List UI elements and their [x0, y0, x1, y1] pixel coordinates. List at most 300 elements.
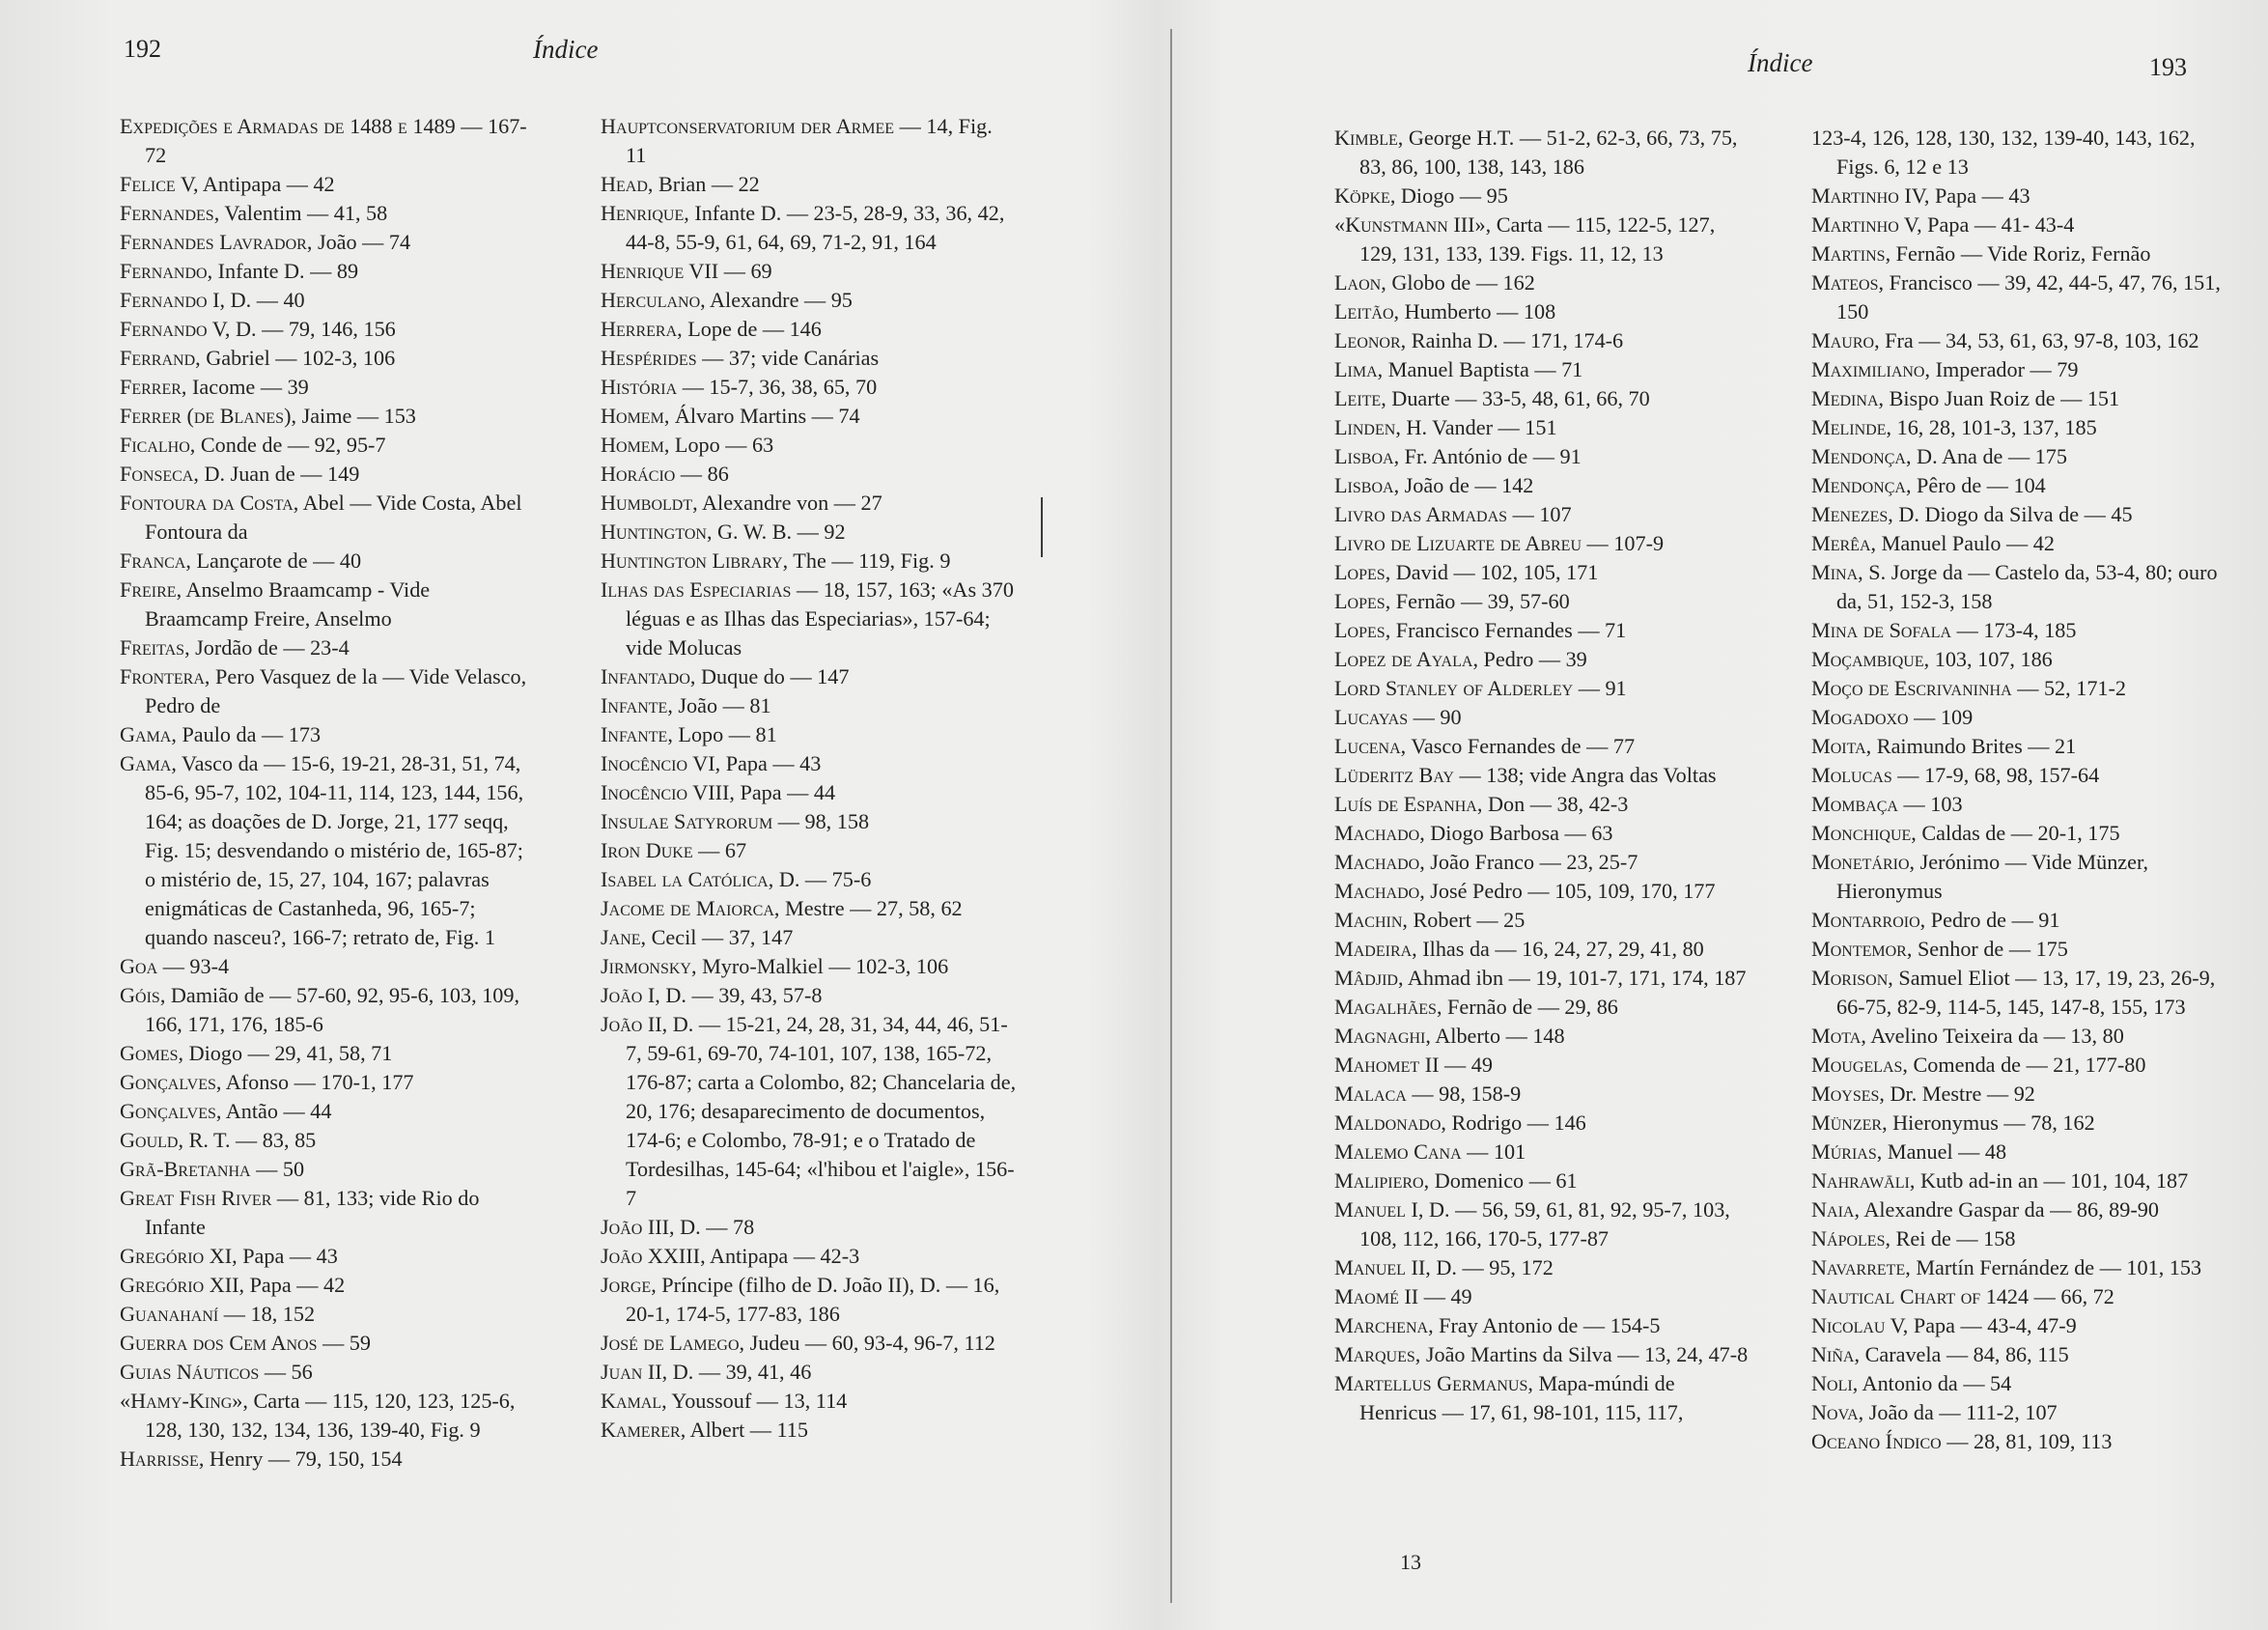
entry-references: — 98, 158-9: [1406, 1082, 1522, 1106]
entry-heading: Malemo Cana: [1334, 1139, 1462, 1164]
entry-heading: Isabel la Católica: [601, 867, 769, 891]
index-entry: [120, 431, 537, 460]
entry-references: — 67: [692, 838, 747, 862]
entry-heading: Herrera: [601, 317, 678, 341]
entry-references: , 16, 28, 101-3, 137, 185: [1886, 415, 2097, 439]
entry-references: , Humberto — 108: [1393, 299, 1556, 323]
index-entry: [1811, 906, 2230, 935]
entry-references: , Domenico — 61: [1423, 1168, 1578, 1193]
index-entry: [120, 1271, 537, 1300]
index-entry: [1811, 211, 2230, 239]
entry-references: — 93-4: [157, 954, 230, 978]
entry-references: , D. Ana de — 175: [1905, 444, 2067, 468]
entry-references: , Lope de — 146: [677, 317, 822, 341]
index-entry: [1811, 1138, 2230, 1166]
entry-heading: Freitas: [120, 635, 185, 660]
entry-heading: Guias Náuticos: [120, 1360, 260, 1384]
index-entry: [1334, 616, 1751, 645]
entry-references: , Don — 38, 42-3: [1476, 792, 1629, 816]
entry-references: , Diogo Barbosa — 63: [1419, 821, 1613, 845]
entry-references: VIII, Papa — 44: [687, 780, 836, 804]
index-entry: [1811, 1080, 2230, 1109]
entry-heading: Lopes: [1334, 618, 1386, 642]
entry-heading: Mombaça: [1811, 792, 1898, 816]
entry-heading: Huntington: [601, 520, 707, 544]
entry-heading: Nautical Chart of 1424: [1811, 1284, 2030, 1308]
left-page-header: Índice: [533, 35, 599, 64]
entry-references: , José Pedro — 105, 109, 170, 177: [1419, 879, 1716, 903]
index-entry: [1334, 500, 1751, 529]
index-entry: [1811, 239, 2230, 268]
index-entry: [120, 981, 537, 1039]
entry-references: I, D. — 39, 43, 57-8: [642, 983, 823, 1007]
entry-heading: Moço de Escrivaninha: [1811, 676, 2012, 700]
index-entry: [601, 1213, 1018, 1242]
index-entry: [601, 460, 1018, 489]
entry-references: — 138; vide Angra das Voltas: [1453, 763, 1717, 787]
entry-heading: Nahrawāli: [1811, 1168, 1910, 1193]
index-entry: [601, 373, 1018, 402]
entry-heading: João: [601, 1012, 643, 1036]
index-entry: [1811, 1282, 2230, 1311]
entry-references: II — 49: [1398, 1284, 1472, 1308]
entry-references: , Rei de — 158: [1885, 1226, 2016, 1251]
entry-references: , Rodrigo — 146: [1441, 1110, 1586, 1135]
entry-heading: Goa: [120, 954, 158, 978]
entry-heading: Merêa: [1811, 531, 1871, 555]
entry-references: , Duque do — 147: [689, 664, 850, 689]
entry-heading: Gonçalves: [120, 1099, 216, 1123]
entry-heading: José de Lamego: [601, 1331, 740, 1355]
entry-heading: Martinho: [1811, 183, 1899, 208]
index-entry: [601, 199, 1018, 257]
entry-references: , Dr. Mestre — 92: [1879, 1082, 2035, 1106]
entry-heading: Navarrete: [1811, 1255, 1906, 1279]
entry-heading: Inocêncio: [601, 780, 688, 804]
entry-references: — 81, 133; vide Rio do Infante: [145, 1186, 480, 1239]
entry-heading: Ficalho: [120, 433, 190, 457]
entry-references: II — 49: [1419, 1053, 1493, 1077]
index-entry: [601, 1271, 1018, 1329]
index-entry: [120, 1097, 537, 1126]
index-entry: [1811, 964, 2230, 1022]
index-entry: [601, 1387, 1018, 1416]
entry-heading: Martins: [1811, 241, 1886, 266]
entry-heading: Ferrer (de Blanes): [120, 404, 292, 428]
entry-heading: Fernando: [120, 317, 208, 341]
index-entry: [1811, 1253, 2230, 1282]
index-entry: [120, 315, 537, 344]
entry-heading: Naia: [1811, 1197, 1855, 1222]
entry-references: , Imperador — 79: [1924, 357, 2079, 381]
entry-references: , Alberto — 148: [1425, 1024, 1565, 1048]
index-entry: [601, 112, 1018, 170]
entry-references: , Francisco Fernandes — 71: [1385, 618, 1627, 642]
index-entry: [1334, 268, 1751, 297]
index-entry: [120, 1039, 537, 1068]
entry-heading: Mateos: [1811, 270, 1879, 295]
entry-heading: João: [601, 1215, 643, 1239]
index-entry: [601, 402, 1018, 431]
entry-references: , Iacome — 39: [181, 375, 309, 399]
entry-heading: Lucayas: [1334, 705, 1409, 729]
entry-references: , Lopo — 63: [663, 433, 774, 457]
index-entry: [601, 257, 1018, 286]
entry-references: , Jordão de — 23-4: [184, 635, 350, 660]
entry-references: , Globo de — 162: [1381, 270, 1535, 295]
entry-heading: «Kunstmann III»: [1334, 212, 1486, 237]
book-gutter: [1170, 29, 1172, 1603]
entry-heading: Hauptconservatorium der Armee: [601, 114, 895, 138]
entry-heading: Livro das Armadas: [1334, 502, 1508, 526]
index-entry: [120, 489, 537, 547]
index-entry: [1811, 1369, 2230, 1398]
entry-heading: Iron Duke: [601, 838, 693, 862]
entry-references: V, Papa — 43-4, 47-9: [1885, 1313, 2077, 1337]
entry-references: , Diogo — 29, 41, 58, 71: [178, 1041, 393, 1065]
entry-heading: Harrisse: [120, 1447, 199, 1471]
entry-heading: Monchique: [1811, 821, 1912, 845]
entry-heading: Góis: [120, 983, 160, 1007]
entry-heading: Marchena: [1334, 1313, 1429, 1337]
entry-heading: Moita: [1811, 734, 1866, 758]
index-entry: [1334, 413, 1751, 442]
entry-heading: Monetário: [1811, 850, 1910, 874]
index-entry: [1334, 1195, 1751, 1253]
entry-references: — 59: [317, 1331, 371, 1355]
index-entry: [601, 576, 1018, 662]
entry-heading: Menezes: [1811, 502, 1889, 526]
entry-references: , Myro-Malkiel — 102-3, 106: [690, 954, 949, 978]
entry-references: , Damião de — 57-60, 92, 95-6, 103, 109, 166, 171, 176, 185-6: [145, 983, 520, 1036]
right-page-header: Índice: [1748, 48, 1813, 77]
entry-references: , Mestre — 27, 58, 62: [773, 896, 963, 920]
index-entry: [1334, 1080, 1751, 1109]
index-entry: [120, 952, 537, 981]
left-column-2: [601, 112, 1018, 1445]
entry-references: — 52, 171-2: [2011, 676, 2126, 700]
entry-heading: Infante: [601, 722, 668, 746]
right-column-2: [1811, 124, 2230, 1456]
entry-references: V, Antipapa — 42: [175, 172, 335, 196]
index-entry: [1334, 1311, 1751, 1340]
entry-heading: Maldonado: [1334, 1110, 1442, 1135]
index-entry: [601, 1358, 1018, 1387]
index-entry: [1811, 1051, 2230, 1080]
entry-heading: Gonçalves: [120, 1070, 216, 1094]
entry-heading: Ilhas das Especiarias: [601, 577, 792, 602]
entry-heading: Medina: [1811, 386, 1879, 410]
entry-references: , Alexandre von — 27: [692, 491, 882, 515]
entry-heading: Gould: [120, 1128, 179, 1152]
entry-heading: Lopes: [1334, 560, 1386, 584]
index-entry: [120, 1068, 537, 1097]
index-entry: [1811, 1109, 2230, 1138]
index-entry: [601, 952, 1018, 981]
index-entry: [1811, 529, 2230, 558]
index-entry: [1334, 935, 1751, 964]
entry-references: , Fernão — 39, 57-60: [1385, 589, 1570, 613]
entry-references: , Infante D. — 89: [207, 259, 359, 283]
entry-references: , Diogo — 95: [1389, 183, 1508, 208]
entry-heading: Jacome de Maiorca: [601, 896, 774, 920]
entry-heading: Múrias: [1811, 1139, 1877, 1164]
index-entry: [1811, 124, 2230, 182]
entry-references: I, D. — 56, 59, 61, 81, 92, 95-7, 103, 108, 112, 166, 170-5, 177-87: [1359, 1197, 1730, 1251]
index-entry: [601, 778, 1018, 807]
entry-heading: Henrique: [601, 259, 685, 283]
entry-references: , Fra — 34, 53, 61, 63, 97-8, 103, 162: [1874, 328, 2199, 352]
entry-references: , Pêro de — 104: [1905, 473, 2046, 497]
entry-references: XII, Papa — 42: [204, 1273, 346, 1297]
entry-heading: Nova: [1811, 1400, 1859, 1424]
entry-heading: Leite: [1334, 386, 1382, 410]
index-entry: [1811, 1195, 2230, 1224]
entry-references: , Fray Antonio de — 154-5: [1428, 1313, 1661, 1337]
entry-references: , Alexandre — 95: [700, 288, 853, 312]
entry-heading: Lisboa: [1334, 444, 1394, 468]
index-entry: [1334, 819, 1751, 848]
entry-heading: Montarroio: [1811, 908, 1920, 932]
entry-references: , Fernão — Vide Roriz, Fernão: [1885, 241, 2151, 266]
entry-heading: Leonor: [1334, 328, 1401, 352]
index-entry: [1811, 1022, 2230, 1051]
entry-heading: Mougelas: [1811, 1053, 1903, 1077]
entry-heading: «Hamy-King»: [120, 1389, 243, 1413]
entry-references: , Raimundo Brites — 21: [1865, 734, 2077, 758]
entry-references: , Robert — 25: [1402, 908, 1526, 932]
entry-references: , Abel — Vide Costa, Abel Fontoura da: [145, 491, 522, 544]
entry-references: , João Franco — 23, 25-7: [1419, 850, 1638, 874]
index-entry: [120, 1445, 537, 1474]
entry-references: , João — 81: [667, 693, 771, 717]
index-entry: [601, 431, 1018, 460]
entry-references: — 86: [675, 462, 729, 486]
entry-references: , Gabriel — 102-3, 106: [195, 346, 396, 370]
entry-references: , Kutb ad-in an — 101, 104, 187: [1909, 1168, 2189, 1193]
index-entry: [120, 1126, 537, 1155]
index-entry: [1334, 964, 1751, 993]
entry-references: , Senhor de — 175: [1906, 937, 2068, 961]
index-entry: [1811, 935, 2230, 964]
entry-references: — 14, Fig. 11: [626, 114, 993, 167]
entry-references: , Caldas de — 20-1, 175: [1911, 821, 2120, 845]
entry-references: , Fr. António de — 91: [1393, 444, 1582, 468]
entry-heading: Leitão: [1334, 299, 1394, 323]
entry-references: , Carta — 115, 122-5, 127, 129, 131, 133, 139. Figs. 11, 12, 13: [1359, 212, 1716, 266]
entry-heading: Malipiero: [1334, 1168, 1424, 1193]
entry-references: , Manuel — 48: [1876, 1139, 2007, 1164]
index-entry: [1334, 182, 1751, 211]
index-entry: [1334, 355, 1751, 384]
index-entry: [601, 518, 1018, 547]
entry-references: , 103, 107, 186: [1923, 647, 2053, 671]
entry-heading: Humboldt: [601, 491, 693, 515]
index-entry: [601, 807, 1018, 836]
entry-heading: Laon: [1334, 270, 1382, 295]
entry-heading: Fernando: [120, 259, 208, 283]
index-entry: [1334, 442, 1751, 471]
entry-heading: Lopez de Ayala: [1334, 647, 1473, 671]
entry-references: , João — 74: [306, 230, 411, 254]
index-entry: [120, 286, 537, 315]
index-entry: [1334, 1051, 1751, 1080]
index-entry: [1334, 1166, 1751, 1195]
index-entry: [120, 1329, 537, 1358]
index-entry: [1811, 500, 2230, 529]
index-entry: [120, 1387, 537, 1445]
left-column-1: [120, 112, 537, 1474]
entry-heading: Moyses: [1811, 1082, 1880, 1106]
index-entry: [1334, 848, 1751, 877]
entry-references: — 103: [1897, 792, 1963, 816]
entry-references: , D. — 75-6: [768, 867, 872, 891]
entry-heading: Mina: [1811, 560, 1859, 584]
entry-references: , Fernão de — 29, 86: [1436, 995, 1618, 1019]
index-entry: [120, 576, 537, 633]
index-entry: [1811, 645, 2230, 674]
index-entry: [1334, 384, 1751, 413]
entry-heading: Manuel: [1334, 1197, 1406, 1222]
index-entry: [1811, 1311, 2230, 1340]
index-entry: [1334, 529, 1751, 558]
index-entry: [1334, 587, 1751, 616]
entry-heading: Felice: [120, 172, 176, 196]
entry-heading: Morison: [1811, 966, 1889, 990]
entry-references: , Francisco — 39, 42, 44-5, 47, 76, 151, 150: [1836, 270, 2221, 323]
index-entry: [1811, 819, 2230, 848]
entry-heading: Nápoles: [1811, 1226, 1886, 1251]
entry-references: , Manuel Paulo — 42: [1870, 531, 2055, 555]
entry-references: — 66, 72: [2029, 1284, 2114, 1308]
entry-references: , David — 102, 105, 171: [1385, 560, 1599, 584]
entry-references: , Príncipe (filho de D. João II), D. — 16, 20-1, 174-5, 177-83, 186: [626, 1273, 1000, 1326]
entry-references: , João da — 111-2, 107: [1858, 1400, 2058, 1424]
entry-references: , Vasco da — 15-6, 19-21, 28-31, 51, 74, 85-6, 95-7, 102, 104-11, 114, 123, 144, 156, 164; as doações de D. Jorge, 21, 177 seqq, Fig. 15; desvendando o mistério de, 165-87; o mistério de, 15, 27, 104, 167; palavras enigmáticas de Castanheda, 96, 165-7; quando nasceu?, 166-7; retrato de, Fig. 1: [145, 751, 524, 949]
entry-references: , Ilhas da — 16, 24, 27, 29, 41, 80: [1412, 937, 1704, 961]
entry-references: , D. Diogo da Silva de — 45: [1888, 502, 2133, 526]
entry-heading: Luís de Espanha: [1334, 792, 1477, 816]
index-entry: [1811, 471, 2230, 500]
entry-references: I, D. — 40: [207, 288, 305, 312]
index-entry: [120, 344, 537, 373]
index-entry: [1334, 674, 1751, 703]
entry-heading: Fernandes: [120, 201, 214, 225]
index-entry: [1334, 1369, 1751, 1427]
entry-heading: Mâdjid: [1334, 966, 1398, 990]
entry-references: , Pero Vasquez de la — Vide Velasco, Pedro de: [145, 664, 527, 717]
index-entry: [120, 257, 537, 286]
index-entry: [1334, 1022, 1751, 1051]
entry-references: , Martín Fernández de — 101, 153: [1905, 1255, 2202, 1279]
signature-mark: 13: [1400, 1550, 1421, 1574]
index-entry: [601, 720, 1018, 749]
entry-heading: Kamerer: [601, 1418, 681, 1442]
entry-heading: Mina de Sofala: [1811, 618, 1952, 642]
index-entry: [1334, 1340, 1751, 1369]
entry-references: , Paulo da — 173: [171, 722, 322, 746]
entry-references: , Jerónimo — Vide Münzer, Hieronymus: [1836, 850, 2149, 903]
entry-heading: Machin: [1334, 908, 1403, 932]
index-entry: [1811, 616, 2230, 645]
entry-heading: Inocêncio: [601, 751, 688, 775]
entry-references: — 109: [1908, 705, 1974, 729]
index-entry: [120, 633, 537, 662]
entry-references: VI, Papa — 43: [687, 751, 822, 775]
entry-references: , Hieronymus — 78, 162: [1882, 1110, 2095, 1135]
entry-heading: Linden: [1334, 415, 1396, 439]
entry-heading: Köpke: [1334, 183, 1390, 208]
entry-references: II, D. — 95, 172: [1405, 1255, 1554, 1279]
entry-heading: Ferrer: [120, 375, 182, 399]
index-entry: [1811, 761, 2230, 790]
index-entry: [1334, 877, 1751, 906]
entry-heading: Fernandes Lavrador: [120, 230, 307, 254]
entry-heading: Lima: [1334, 357, 1378, 381]
entry-heading: Gregório: [120, 1244, 205, 1268]
entry-heading: Nicolau: [1811, 1313, 1886, 1337]
entry-heading: Kamal: [601, 1389, 662, 1413]
entry-references: — 28, 81, 109, 113: [1941, 1429, 2113, 1453]
entry-heading: Lucena: [1334, 734, 1401, 758]
index-entry: [1811, 674, 2230, 703]
entry-references: , Bispo Juan Roiz de — 151: [1878, 386, 2120, 410]
index-entry: [601, 662, 1018, 691]
entry-heading: Guanahaní: [120, 1302, 219, 1326]
entry-references: — 107: [1507, 502, 1572, 526]
entry-heading: Molucas: [1811, 763, 1892, 787]
index-entry: [601, 315, 1018, 344]
index-entry: [1334, 471, 1751, 500]
index-entry: [1811, 848, 2230, 906]
entry-heading: Martinho: [1811, 212, 1899, 237]
index-entry: [1334, 297, 1751, 326]
index-entry: [1334, 1253, 1751, 1282]
entry-references: , G. W. B. — 92: [706, 520, 846, 544]
index-entry: [1334, 906, 1751, 935]
index-entry: [1334, 790, 1751, 819]
entry-heading: Fontoura da Costa: [120, 491, 294, 515]
index-entry: [601, 344, 1018, 373]
index-entry: [1334, 703, 1751, 732]
index-entry: [1334, 211, 1751, 268]
entry-heading: Jirmonsky: [601, 954, 691, 978]
entry-references: , Anselmo Braamcamp - Vide Braamcamp Freire, Anselmo: [145, 577, 431, 631]
entry-heading: Manuel: [1334, 1255, 1406, 1279]
entry-heading: Magnaghi: [1334, 1024, 1426, 1048]
entry-references: , Albert — 115: [680, 1418, 808, 1442]
index-entry: [1811, 442, 2230, 471]
entry-references: , S. Jorge da — Castelo da, 53-4, 80; ouro da, 51, 152-3, 158: [1836, 560, 2218, 613]
index-entry: [601, 749, 1018, 778]
margin-mark: [1041, 497, 1043, 557]
index-entry: [1334, 993, 1751, 1022]
index-entry: [601, 1242, 1018, 1271]
index-entry: [120, 1184, 537, 1242]
entry-heading: Maximiliano: [1811, 357, 1925, 381]
entry-references: — 98, 158: [772, 809, 870, 833]
entry-references: — 15-7, 36, 38, 65, 70: [677, 375, 878, 399]
entry-references: , Manuel Baptista — 71: [1377, 357, 1583, 381]
entry-heading: Infante: [601, 693, 668, 717]
entry-references: , The — 119, Fig. 9: [782, 548, 951, 573]
index-entry: [120, 720, 537, 749]
index-entry: [601, 1329, 1018, 1358]
index-entry: [1811, 1398, 2230, 1427]
index-entry: [1334, 326, 1751, 355]
entry-references: , R. T. — 83, 85: [178, 1128, 317, 1152]
entry-references: , Afonso — 170-1, 177: [215, 1070, 414, 1094]
